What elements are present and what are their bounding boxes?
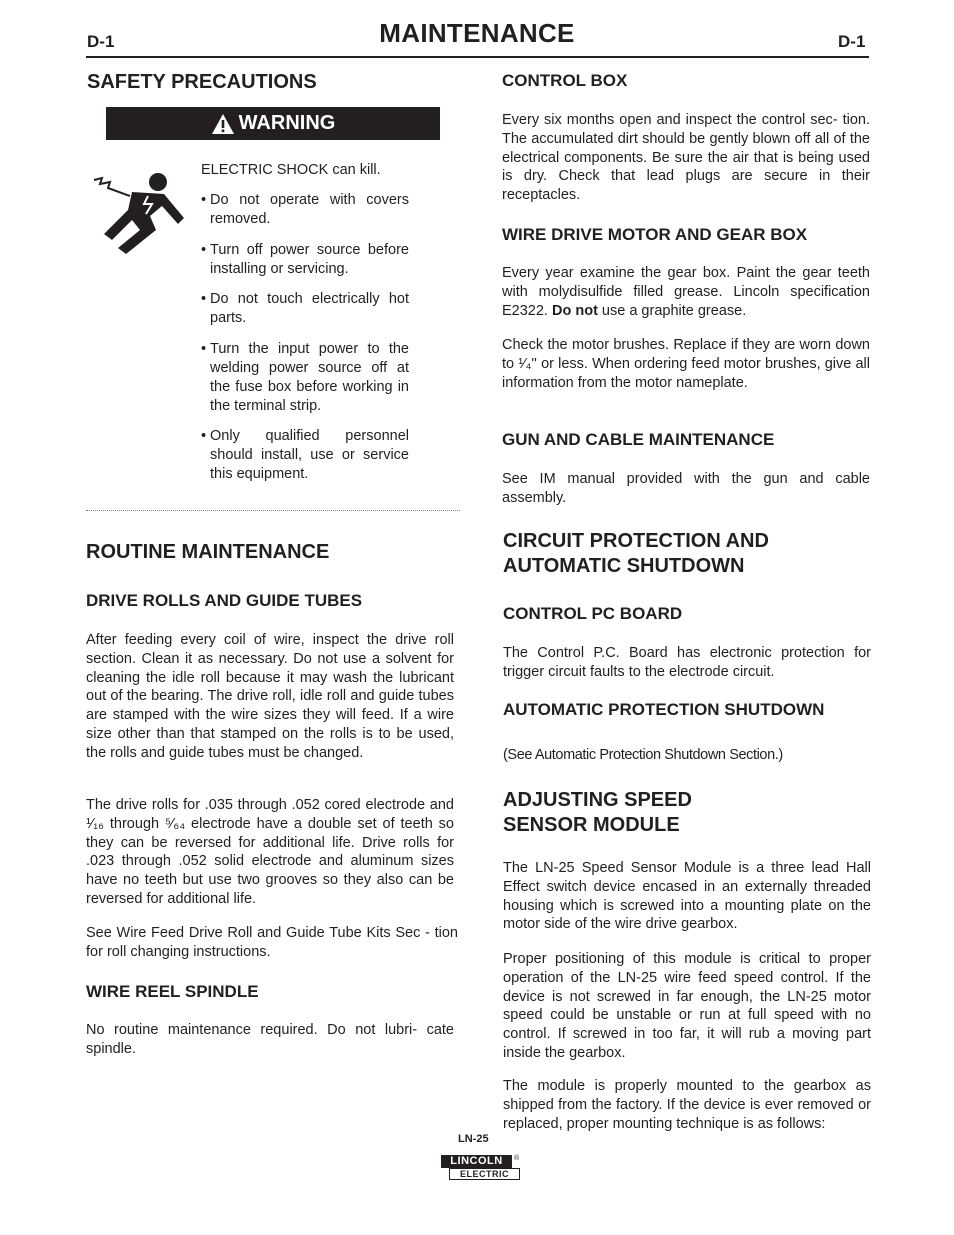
page-number-right: D-1 (838, 32, 866, 51)
warning-triangle-icon (211, 113, 235, 135)
electric-shock-icon (92, 170, 190, 260)
motor-paragraph-2: Check the motor brushes. Replace if they are worn down to ¹⁄₄'' or less. When ordering feed motor brushes, give all information from the motor nameplate. (502, 337, 870, 391)
warning-item: • Turn the input power to the welding power source off at the fuse box before working in the terminal strip. (201, 340, 409, 414)
logo-registered: ® (514, 1155, 520, 1162)
motor-heading: WIRE DRIVE MOTOR AND GEAR BOX (502, 225, 808, 244)
drive-rolls-paragraph-1: After feeding every coil of wire, inspect the drive roll section. Clean it as necessary. Do not use a solvent for cleaning the idle roll because it may wash the lubricant out of the bearing. The drive roll, idle roll and guide tubes are stamped with the wire sizes they will feed. If a wire size other than that stamped on the rolls is to be used, the rolls and guide tubes must be changed. (86, 632, 454, 761)
page-number-left: D-1 (87, 32, 115, 51)
speed-sensor-heading: ADJUSTING SPEED SENSOR MODULE (503, 789, 692, 836)
control-box-heading: CONTROL BOX (502, 71, 628, 90)
safety-heading: SAFETY PRECAUTIONS (87, 71, 317, 93)
pc-board-paragraph: The Control P.C. Board has electronic protection for trigger circuit faults to the electrode circuit. (503, 645, 871, 680)
spindle-paragraph: No routine maintenance required. Do not lubri- cate spindle. (86, 1022, 454, 1057)
motor-paragraph-1: Every year examine the gear box. Paint the gear teeth with molydisulfide filled grease. Lincoln specification E2322. Do not use a graphite grease. (502, 265, 870, 319)
warning-list (201, 161, 409, 496)
warning-item: • Only qualified personnel should install, use or service this equipment. (201, 428, 409, 482)
warning-lead: ELECTRIC SHOCK can kill. (201, 162, 381, 178)
drive-rolls-heading: DRIVE ROLLS AND GUIDE TUBES (86, 591, 363, 610)
header-rule (86, 56, 869, 58)
gun-paragraph: See IM manual provided with the gun and cable assembly. (502, 471, 870, 506)
warning-item: • Turn off power source before installing or servicing. (201, 241, 409, 277)
drive-rolls-paragraph-2: The drive rolls for .035 through .052 cored electrode and ¹⁄₁₆ through ⁵⁄₆₄ electrode have a double set of teeth so they can be reversed for additional life. Drive rolls for .023 through .052 solid electrode and aluminum sizes have no teeth but use two grooves so they also can be reversed for additional life. (86, 797, 454, 907)
spindle-heading: WIRE REEL SPINDLE (86, 982, 259, 1001)
routine-heading: ROUTINE MAINTENANCE (86, 541, 330, 563)
section-divider (86, 510, 460, 511)
page-title: MAINTENANCE (379, 18, 575, 48)
warning-item: • Do not touch electrically hot parts. (201, 291, 409, 326)
control-box-paragraph: Every six months open and inspect the control sec- tion. The accumulated dirt should be gently blown off all of the electrical components. Be sure the air that is being used is dry. Check that lead plugs are secure in their receptacles. (502, 112, 870, 204)
warning-banner (106, 107, 440, 140)
model-label: LN-25 (458, 1133, 489, 1145)
warning-label: WARNING (238, 112, 336, 134)
speed-sensor-paragraph-1: The LN-25 Speed Sensor Module is a three lead Hall Effect switch device encased in an externally threaded housing which is screwed into a mounting plate on the motor side of the wire drive gearbox. (503, 860, 871, 933)
logo-top: LINCOLN (441, 1155, 512, 1168)
speed-sensor-paragraph-2: Proper positioning of this module is critical to proper operation of the LN-25 wire feed speed control. If the device is not screwed in far enough, the LN-25 motor speed could be unstable or run at full speed with no control. If screwed in too far, it will rub a moving part inside the gearbox. (503, 951, 871, 1061)
auto-shutdown-note: (See Automatic Protection Shutdown Section.) (503, 747, 783, 763)
pc-board-heading: CONTROL PC BOARD (503, 604, 683, 623)
speed-sensor-paragraph-3: The module is properly mounted to the gearbox as shipped from the factory. If the device is ever removed or replaced, proper mounting technique is as follows: (503, 1078, 871, 1132)
drive-rolls-paragraph-3: See Wire Feed Drive Roll and Guide Tube Kits Sec - tion for roll changing instructions. (86, 925, 458, 960)
circuit-heading: CIRCUIT PROTECTION AND AUTOMATIC SHUTDOWN (503, 530, 769, 577)
warning-item: • Do not operate with covers removed. (201, 192, 409, 227)
lincoln-electric-logo (441, 1155, 521, 1183)
gun-heading: GUN AND CABLE MAINTENANCE (502, 430, 775, 449)
logo-bottom: ELECTRIC (449, 1168, 520, 1180)
auto-shutdown-heading: AUTOMATIC PROTECTION SHUTDOWN (503, 700, 825, 719)
